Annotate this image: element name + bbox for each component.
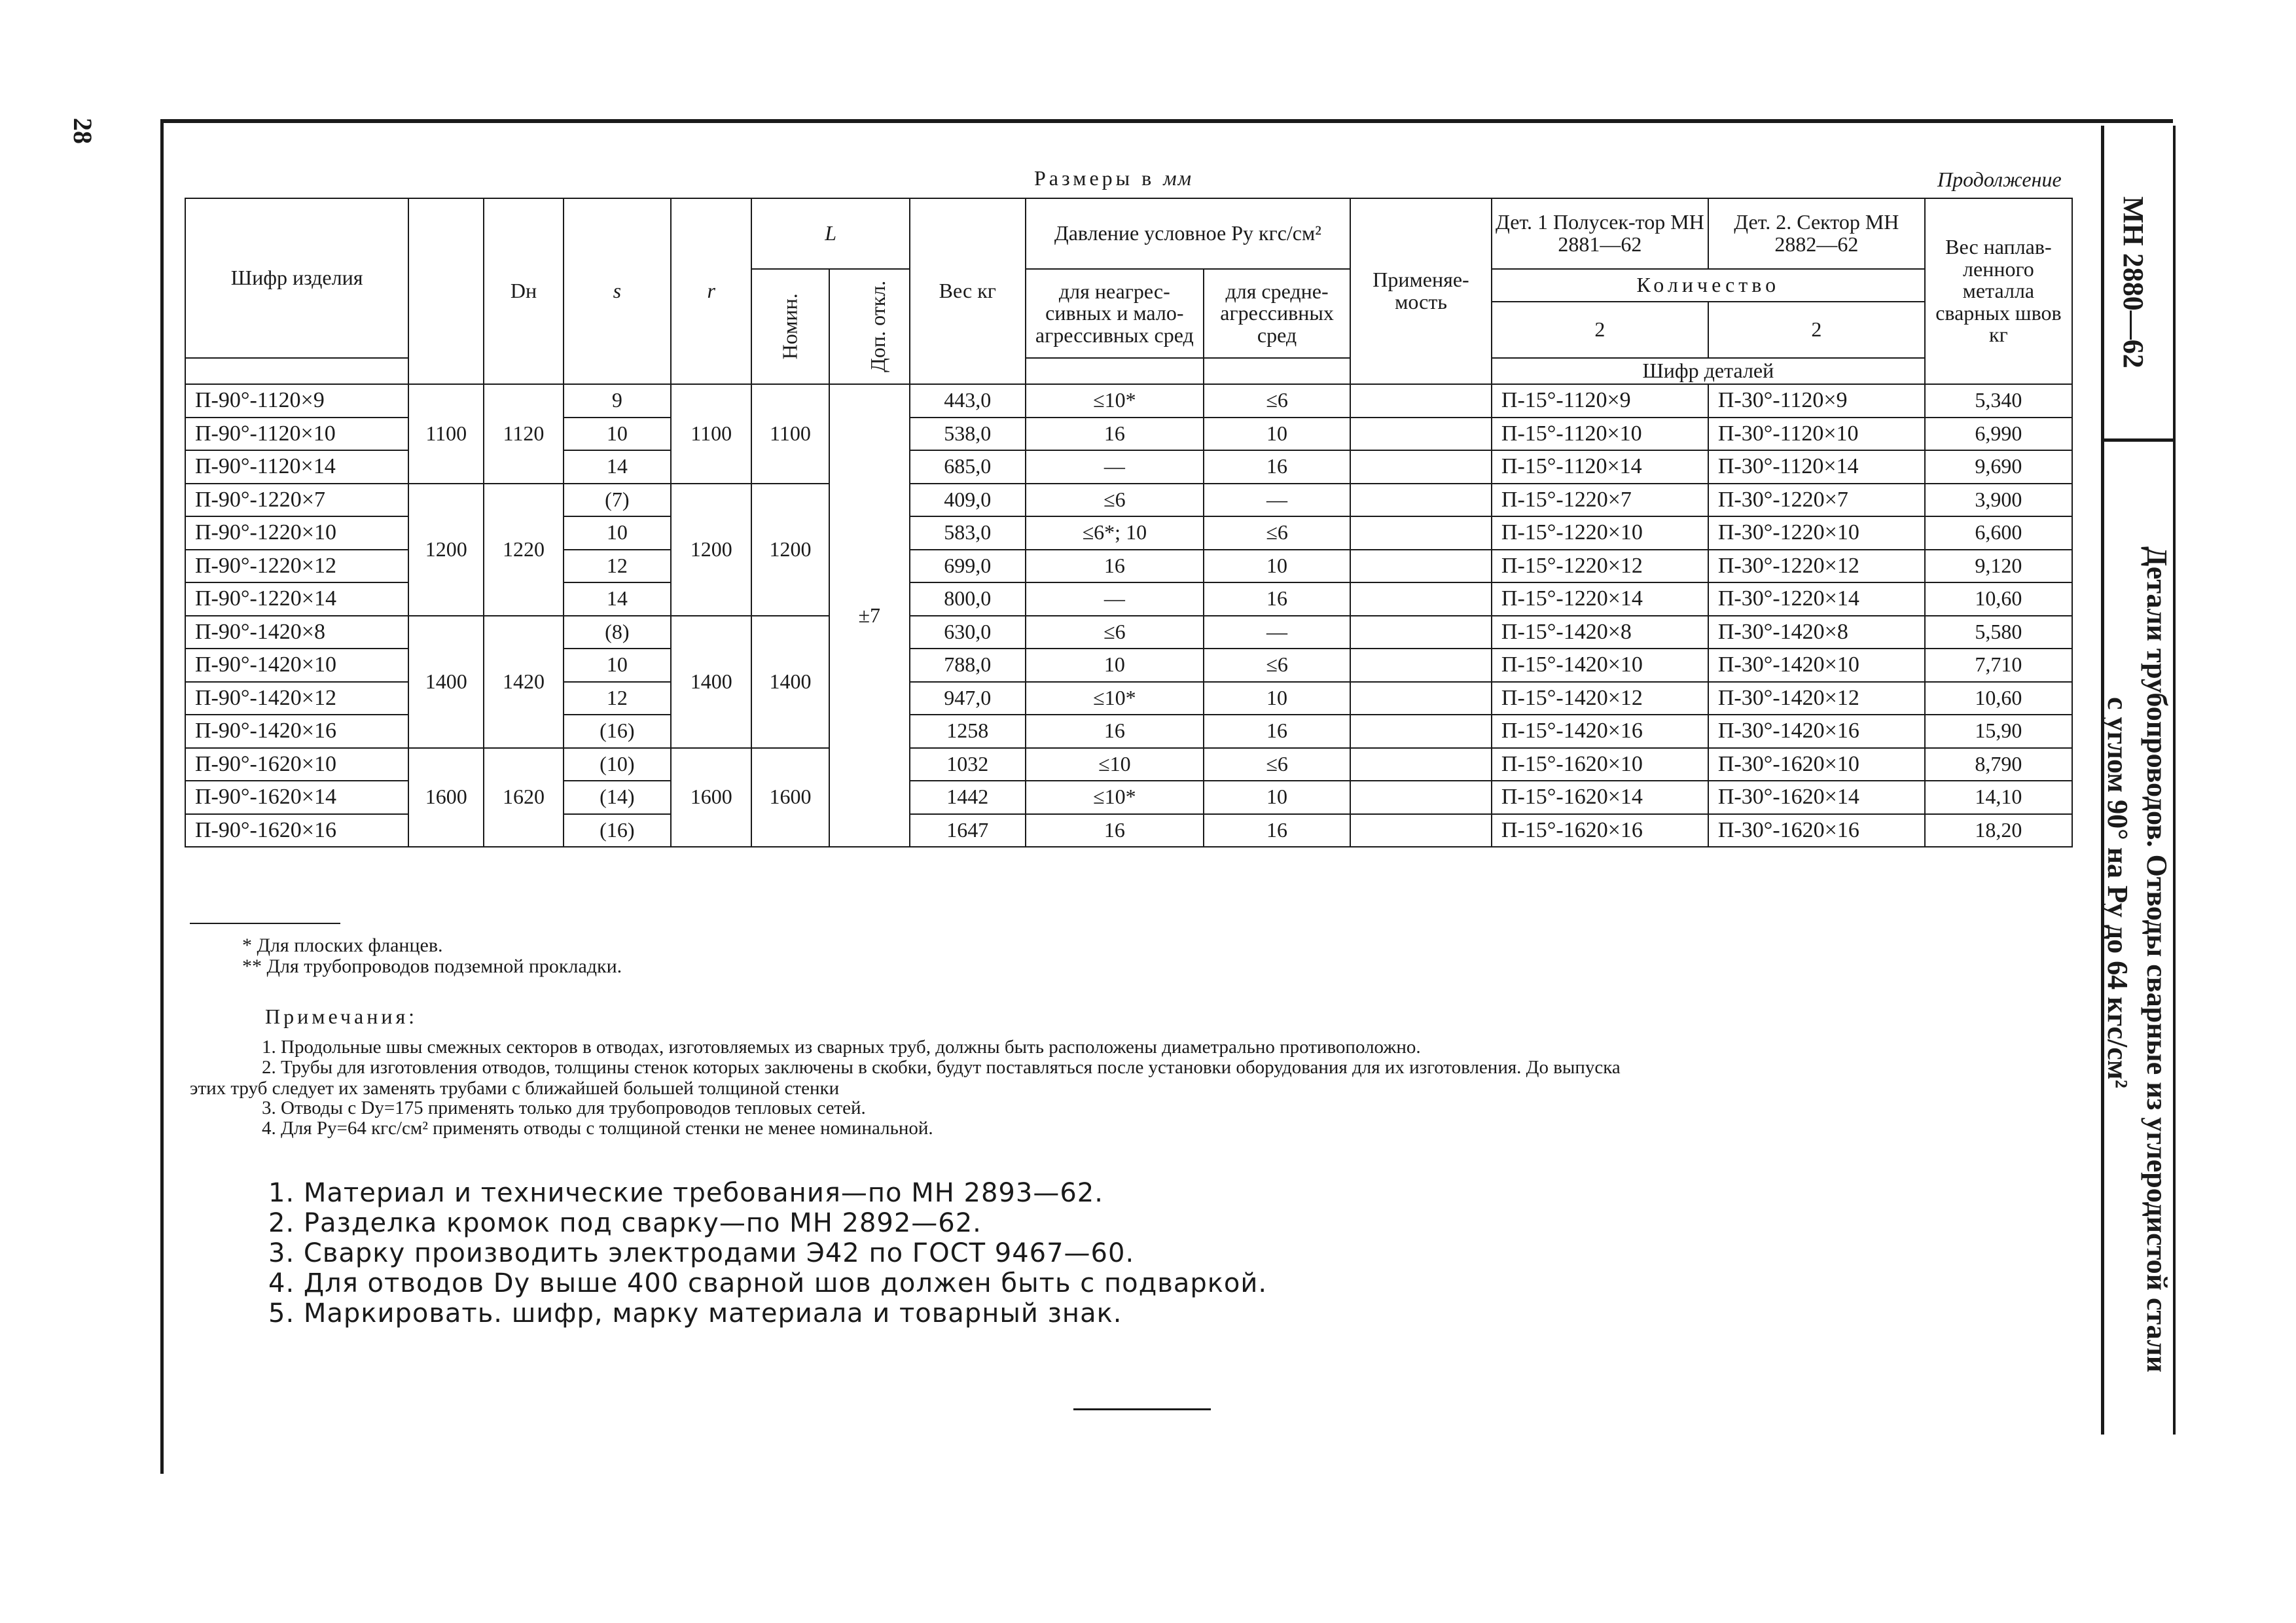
cell-weld: 10,60 (1925, 582, 2072, 616)
cell-s: (10) (564, 748, 671, 781)
cell-p-mid: ≤6 (1204, 384, 1350, 418)
header-r: r (671, 198, 751, 384)
cell-p-mid: 16 (1204, 814, 1350, 847)
cell-det2: П-30°-1120×10 (1708, 418, 1925, 451)
cell-det1: П-15°-1120×9 (1492, 384, 1708, 418)
cell-dy: 1600 (408, 748, 484, 847)
cell-code: П-90°-1220×7 (185, 484, 408, 517)
cell-p-low: ≤6 (1026, 616, 1204, 649)
cell-usage (1350, 550, 1492, 583)
cell-s: 9 (564, 384, 671, 418)
cell-usage (1350, 582, 1492, 616)
note-2: 2. Трубы для изготовления отводов, толщины стенок которых заключены в скобки, будут поставляться после установки оборудования для их изготовления. До выпуска (262, 1057, 1621, 1078)
cell-r: 1400 (671, 616, 751, 748)
cell-p-low: — (1026, 450, 1204, 484)
cell-det1: П-15°-1220×10 (1492, 516, 1708, 550)
cell-usage (1350, 649, 1492, 682)
cell-usage (1350, 384, 1492, 418)
cell-r: 1600 (671, 748, 751, 847)
cell-weld: 9,120 (1925, 550, 2072, 583)
cell-L-nom: 1400 (751, 616, 829, 748)
cell-p-low: ≤6*; 10 (1026, 516, 1204, 550)
cell-weight: 409,0 (910, 484, 1026, 517)
cell-code: П-90°-1220×10 (185, 516, 408, 550)
cell-code: П-90°-1120×14 (185, 450, 408, 484)
cell-s: (16) (564, 814, 671, 847)
frame-top-rule (160, 119, 2173, 123)
side-divider (2101, 438, 2173, 442)
cell-p-low: 10 (1026, 649, 1204, 682)
header-qty1: 2 (1492, 302, 1708, 358)
title-line-1: Детали трубопроводов. Отводы сварные из углеродистой стали (2141, 546, 2173, 1373)
header-p-blank-2 (1204, 358, 1350, 384)
caption-continuation: Продолжение (1937, 168, 2062, 191)
cell-weight: 583,0 (910, 516, 1026, 550)
cell-det1: П-15°-1220×7 (1492, 484, 1708, 517)
cell-p-mid: ≤6 (1204, 516, 1350, 550)
cell-det2: П-30°-1220×14 (1708, 582, 1925, 616)
cell-r: 1200 (671, 484, 751, 616)
cell-code: П-90°-1120×9 (185, 384, 408, 418)
header-code-blank (185, 358, 408, 384)
cell-s: (8) (564, 616, 671, 649)
cell-det2: П-30°-1220×7 (1708, 484, 1925, 517)
footnote-1: * Для плоских фланцев. (242, 935, 443, 956)
cell-weld: 10,60 (1925, 682, 2072, 715)
requirement-5: 5. Маркировать. шифр, марку материала и товарный знак. (268, 1298, 1122, 1329)
cell-dn: 1420 (484, 616, 563, 748)
cell-p-low: 16 (1026, 715, 1204, 748)
cell-code: П-90°-1420×8 (185, 616, 408, 649)
table-row (185, 484, 2072, 517)
cell-L-nom: 1200 (751, 484, 829, 616)
cell-det2: П-30°-1120×14 (1708, 450, 1925, 484)
cell-weld: 6,990 (1925, 418, 2072, 451)
cell-det2: П-30°-1420×12 (1708, 682, 1925, 715)
cell-weight: 800,0 (910, 582, 1026, 616)
cell-det2: П-30°-1620×14 (1708, 781, 1925, 814)
cell-s: (16) (564, 715, 671, 748)
footnote-rule (190, 923, 340, 924)
cell-det1: П-15°-1420×16 (1492, 715, 1708, 748)
cell-code: П-90°-1420×10 (185, 649, 408, 682)
cell-s: 14 (564, 582, 671, 616)
cell-det2: П-30°-1620×10 (1708, 748, 1925, 781)
cell-weld: 18,20 (1925, 814, 2072, 847)
cell-weight: 1442 (910, 781, 1026, 814)
header-dn: Dн (484, 198, 563, 384)
document-title (2098, 546, 2176, 1372)
spec-table (185, 198, 2073, 847)
footnote-2: ** Для трубопроводов подземной прокладки. (242, 955, 622, 977)
cell-code: П-90°-1420×12 (185, 682, 408, 715)
cell-weld: 7,710 (1925, 649, 2072, 682)
header-L-nom (751, 269, 829, 384)
cell-usage (1350, 450, 1492, 484)
cell-weld: 5,580 (1925, 616, 2072, 649)
cell-det1: П-15°-1420×8 (1492, 616, 1708, 649)
cell-p-mid: ≤6 (1204, 649, 1350, 682)
header-det1: Дет. 1 Полусек-тор МН 2881—62 (1492, 198, 1708, 269)
cell-dn: 1120 (484, 384, 563, 484)
header-quantity: Количество (1492, 269, 1925, 302)
cell-L-nom: 1600 (751, 748, 829, 847)
cell-det1: П-15°-1620×16 (1492, 814, 1708, 847)
note-4: 4. Для Pу=64 кгс/см² применять отводы с толщиной стенки не менее номинальной. (262, 1118, 933, 1139)
cell-usage (1350, 418, 1492, 451)
cell-p-low: ≤10 (1026, 748, 1204, 781)
cell-weld: 15,90 (1925, 715, 2072, 748)
requirement-3: 3. Сварку производить электродами Э42 по ГОСТ 9467—60. (268, 1238, 1135, 1268)
page-number: 28 (68, 118, 98, 144)
requirement-4: 4. Для отводов Dу выше 400 сварной шов должен быть с подваркой. (268, 1268, 1268, 1298)
caption-sizes-prefix: Размеры в (1034, 166, 1155, 190)
note-1: 1. Продольные швы смежных секторов в отводах, изготовляемых из сварных труб, должны быть расположены диаметрально противоположно. (262, 1037, 1421, 1058)
cell-p-mid: 10 (1204, 682, 1350, 715)
cell-weight: 947,0 (910, 682, 1026, 715)
cell-p-low: ≤6 (1026, 484, 1204, 517)
cell-p-mid: 16 (1204, 715, 1350, 748)
cell-L-nom: 1100 (751, 384, 829, 484)
table-row (185, 616, 2072, 649)
cell-s: (7) (564, 484, 671, 517)
cell-det1: П-15°-1420×12 (1492, 682, 1708, 715)
notes-title: Примечания: (265, 1005, 418, 1028)
cell-p-mid: ≤6 (1204, 748, 1350, 781)
cell-det2: П-30°-1420×8 (1708, 616, 1925, 649)
header-p-blank-1 (1026, 358, 1204, 384)
cell-s: 12 (564, 682, 671, 715)
table-header (185, 198, 2072, 384)
cell-s: 12 (564, 550, 671, 583)
requirement-2: 2. Разделка кромок под сварку—по МН 2892—62. (268, 1208, 982, 1238)
cell-weight: 1258 (910, 715, 1026, 748)
cell-code: П-90°-1620×14 (185, 781, 408, 814)
header-L-dev (829, 269, 910, 384)
header-p-mid: для средне-агрессивных сред (1204, 269, 1350, 358)
cell-dn: 1620 (484, 748, 563, 847)
cell-dy: 1400 (408, 616, 484, 748)
cell-r: 1100 (671, 384, 751, 484)
cell-weight: 630,0 (910, 616, 1026, 649)
header-code: Шифр изделия (185, 198, 408, 358)
cell-weight: 699,0 (910, 550, 1026, 583)
cell-s: 10 (564, 516, 671, 550)
cell-det1: П-15°-1620×10 (1492, 748, 1708, 781)
cell-p-mid: — (1204, 616, 1350, 649)
cell-det2: П-30°-1220×12 (1708, 550, 1925, 583)
standard-code: МН 2880—62 (2117, 196, 2149, 368)
header-qty2: 2 (1708, 302, 1925, 358)
header-weld-weight: Вес наплав-ленного металла сварных швов кг (1925, 198, 2072, 384)
cell-L-dev: ±7 (829, 384, 910, 847)
frame-left-rule (160, 119, 164, 1474)
cell-det1: П-15°-1120×10 (1492, 418, 1708, 451)
cell-det2: П-30°-1620×16 (1708, 814, 1925, 847)
cell-usage (1350, 484, 1492, 517)
cell-s: 14 (564, 450, 671, 484)
header-parts-code: Шифр деталей (1492, 358, 1925, 384)
cell-code: П-90°-1620×10 (185, 748, 408, 781)
cell-s: 10 (564, 418, 671, 451)
cell-p-mid: 10 (1204, 418, 1350, 451)
header-L: L (751, 198, 910, 269)
cell-code: П-90°-1420×16 (185, 715, 408, 748)
cell-usage (1350, 781, 1492, 814)
cell-usage (1350, 616, 1492, 649)
cell-p-mid: 10 (1204, 781, 1350, 814)
cell-weight: 1032 (910, 748, 1026, 781)
cell-weight: 538,0 (910, 418, 1026, 451)
header-weight: Вес кг (910, 198, 1026, 384)
header-det2: Дет. 2. Сектор МН 2882—62 (1708, 198, 1925, 269)
cell-det2: П-30°-1220×10 (1708, 516, 1925, 550)
header-s: s (564, 198, 671, 384)
cell-p-low: 16 (1026, 550, 1204, 583)
table-row (185, 384, 2072, 418)
header-dy (408, 198, 484, 384)
caption-sizes-unit: мм (1163, 166, 1193, 190)
cell-code: П-90°-1220×12 (185, 550, 408, 583)
cell-usage (1350, 748, 1492, 781)
cell-dy: 1100 (408, 384, 484, 484)
cell-det1: П-15°-1620×14 (1492, 781, 1708, 814)
cell-weld: 6,600 (1925, 516, 2072, 550)
cell-usage (1350, 516, 1492, 550)
cell-weld: 9,690 (1925, 450, 2072, 484)
table-body (185, 384, 2072, 847)
requirement-1: 1. Материал и технические требования—по МН 2893—62. (268, 1178, 1103, 1208)
table-row (185, 748, 2072, 781)
note-2-continuation: этих труб следует их заменять трубами с ближайшей большей толщиной стенки (190, 1078, 840, 1099)
cell-det1: П-15°-1220×12 (1492, 550, 1708, 583)
header-L-dev-text: Доп. откл. (865, 280, 889, 373)
caption-sizes (1034, 166, 1193, 190)
cell-p-low: — (1026, 582, 1204, 616)
note-3: 3. Отводы с Dу=175 применять только для трубопроводов тепловых сетей. (262, 1097, 866, 1118)
cell-det1: П-15°-1420×10 (1492, 649, 1708, 682)
cell-weld: 8,790 (1925, 748, 2072, 781)
cell-p-low: 16 (1026, 418, 1204, 451)
cell-code: П-90°-1620×16 (185, 814, 408, 847)
cell-p-mid: — (1204, 484, 1350, 517)
cell-weight: 1647 (910, 814, 1026, 847)
cell-weld: 5,340 (1925, 384, 2072, 418)
cell-det1: П-15°-1220×14 (1492, 582, 1708, 616)
title-line-2: с углом 90° на Pу до 64 кгс/см² (2102, 697, 2134, 1088)
cell-p-mid: 16 (1204, 582, 1350, 616)
cell-p-low: ≤10* (1026, 682, 1204, 715)
end-rule (1073, 1408, 1211, 1410)
cell-weight: 788,0 (910, 649, 1026, 682)
cell-det1: П-15°-1120×14 (1492, 450, 1708, 484)
cell-s: 10 (564, 649, 671, 682)
cell-weld: 14,10 (1925, 781, 2072, 814)
cell-code: П-90°-1120×10 (185, 418, 408, 451)
cell-p-mid: 16 (1204, 450, 1350, 484)
cell-p-low: ≤10* (1026, 384, 1204, 418)
cell-p-mid: 10 (1204, 550, 1350, 583)
cell-weld: 3,900 (1925, 484, 2072, 517)
cell-dn: 1220 (484, 484, 563, 616)
header-pressure: Давление условное Pу кгс/см² (1026, 198, 1350, 269)
cell-weight: 685,0 (910, 450, 1026, 484)
cell-usage (1350, 715, 1492, 748)
cell-code: П-90°-1220×14 (185, 582, 408, 616)
cell-usage (1350, 682, 1492, 715)
cell-weight: 443,0 (910, 384, 1026, 418)
cell-det2: П-30°-1420×16 (1708, 715, 1925, 748)
header-L-nom-text: Номин. (778, 293, 802, 360)
cell-usage (1350, 814, 1492, 847)
cell-s: (14) (564, 781, 671, 814)
cell-det2: П-30°-1120×9 (1708, 384, 1925, 418)
header-usage: Применяе-мость (1350, 198, 1492, 384)
cell-p-low: ≤10* (1026, 781, 1204, 814)
cell-det2: П-30°-1420×10 (1708, 649, 1925, 682)
cell-dy: 1200 (408, 484, 484, 616)
cell-p-low: 16 (1026, 814, 1204, 847)
header-p-low: для неагрес-сивных и мало-агрессивных сред (1026, 269, 1204, 358)
